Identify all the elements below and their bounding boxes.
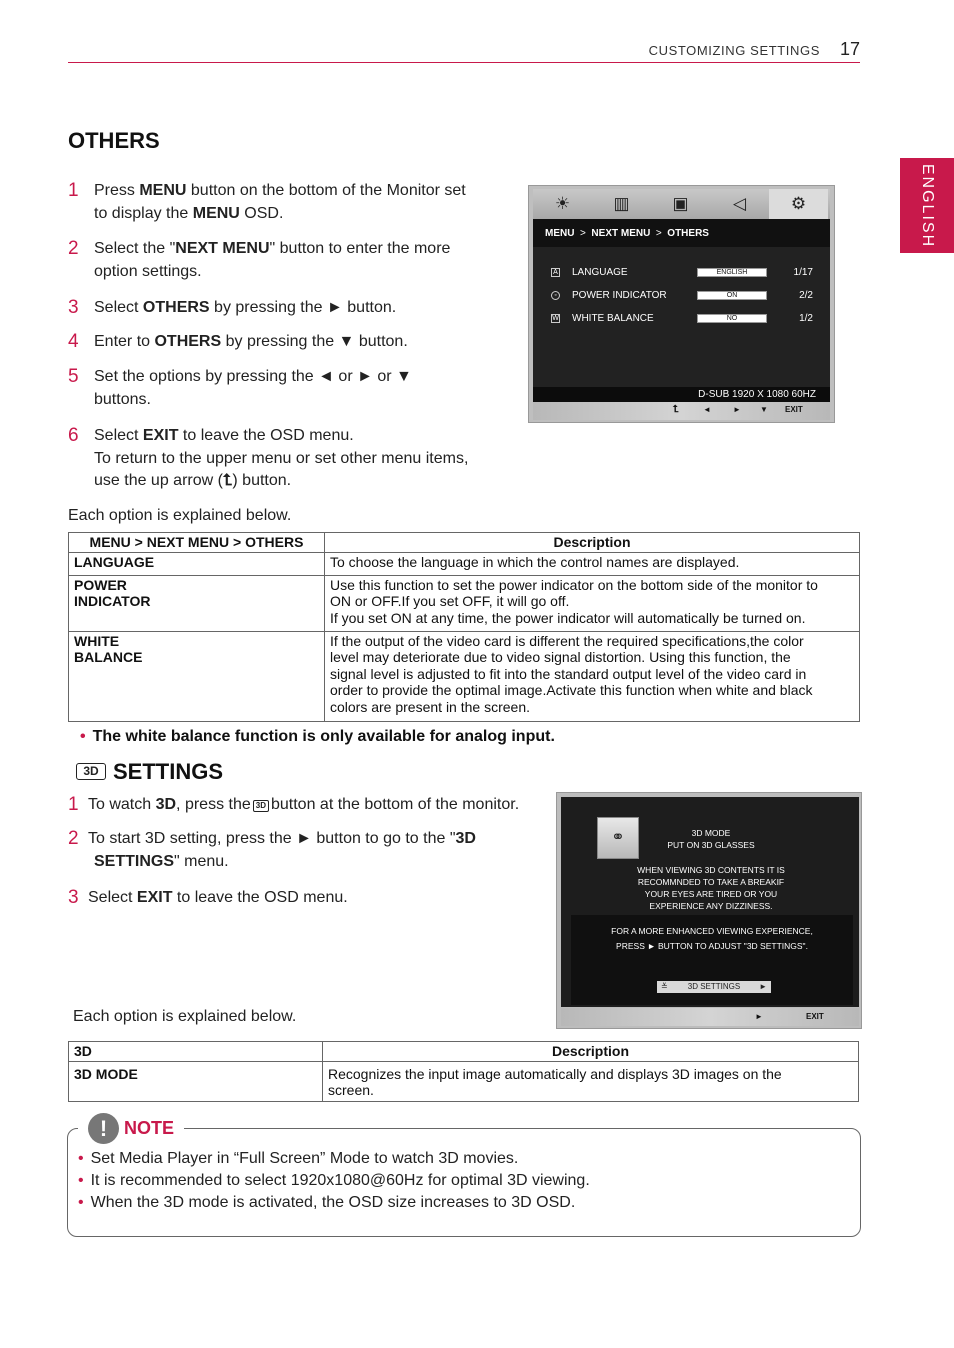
others-step-2: 2 Select the "NEXT MENU" button to enter the more option settings. — [68, 238, 451, 280]
3d-step-1: 1 To watch 3D, press the 3D button at the bottom of the monitor. — [68, 794, 520, 815]
language-icon: A — [551, 268, 560, 277]
table-cell-key: 3D MODE — [69, 1061, 323, 1101]
screen-icon: ▣ — [672, 194, 689, 213]
3d-explained: Each option is explained below. — [73, 1008, 297, 1025]
white-balance-icon: W — [552, 315, 559, 322]
table-cell-key: WHITE BALANCE — [69, 631, 325, 721]
3d-enhanced-box — [571, 915, 853, 1005]
table-cell-desc: Recognizes the input image automatically and displays 3D images on the screen. — [323, 1061, 859, 1101]
3d-icon: 3D — [76, 763, 106, 780]
osd-value-language: ENGLISH — [697, 268, 767, 277]
bullet-icon: • — [78, 1194, 84, 1211]
table-cell-desc: If the output of the video card is different the required specifications,the color level may deteriorate due to video signal distortion. Using this function, the signal level is adjusted to fit into the standard output level of the video card in order to provide the optimal image.Activate this function when white and black colors are present in the screen. — [325, 631, 860, 721]
others-table — [68, 532, 860, 722]
settings-title: SETTINGS — [113, 759, 224, 784]
exclamation-icon: ! — [88, 1113, 119, 1144]
gear-icon: ⚙ — [769, 189, 828, 219]
table-row — [69, 575, 860, 631]
table-header: Description — [325, 533, 860, 553]
table-header: MENU > NEXT MENU > OTHERS — [69, 533, 325, 553]
picture-icon: ▥ — [613, 194, 630, 213]
osd-value-white-balance: NO — [697, 314, 767, 323]
brightness-icon: ☀ — [554, 194, 571, 213]
table-row — [69, 552, 860, 575]
left-arrow-icon: ◄ — [703, 405, 711, 414]
table-cell-key: POWER INDICATOR — [69, 575, 325, 631]
right-arrow-icon: ► — [755, 1012, 763, 1021]
step-number: 3 — [68, 297, 79, 318]
3d-enhanced-text: FOR A MORE ENHANCED VIEWING EXPERIENCE, PRESS ► BUTTON TO ADJUST "3D SETTINGS". — [611, 926, 813, 951]
table-row — [69, 1061, 859, 1101]
power-icon: ◦ — [551, 291, 560, 300]
language-tab — [900, 158, 954, 253]
step-number: 3 — [68, 887, 79, 908]
step-number: 1 — [68, 180, 79, 201]
table-cell-desc: Use this function to set the power indicator on the bottom side of the monitor to ON or OFF.If you set OFF, it will go off. If you set ON at any time, the power indicator will automatically be turned on. — [325, 575, 860, 631]
3d-table — [68, 1041, 859, 1102]
osd-count: 2/2 — [799, 290, 813, 301]
exit-label: EXIT — [806, 1012, 824, 1021]
others-step-6: 6 Select EXIT to leave the OSD menu. To return to the upper menu or set other menu items, use the up arrow (⮤) button. — [68, 425, 469, 489]
others-explained: Each option is explained below. — [68, 507, 292, 524]
table-header-row — [69, 1042, 859, 1062]
osd-value-power: ON — [697, 291, 767, 300]
3d-step-3: 3 Select EXIT to leave the OSD menu. — [68, 887, 348, 908]
up-arrow-icon: ⮤ — [222, 472, 233, 489]
others-step-3: 3 Select OTHERS by pressing the ► button. — [68, 297, 397, 318]
table-header: 3D — [69, 1042, 323, 1062]
step-number: 6 — [68, 425, 79, 446]
3d-glasses-icon: ⚭ — [597, 817, 639, 859]
step-number: 5 — [68, 366, 79, 387]
right-arrow-icon: ► — [759, 982, 767, 991]
note-label: NOTE — [124, 1118, 175, 1138]
down-arrow-icon: ▼ — [760, 405, 768, 414]
note-item: • Set Media Player in “Full Screen” Mode to watch 3D movies. — [78, 1150, 519, 1167]
3d-mode-text: 3D MODE PUT ON 3D GLASSES — [667, 828, 755, 850]
step-number: 1 — [68, 794, 79, 815]
3d-warning-text: WHEN VIEWING 3D CONTENTS IT IS RECOMMNDED TO TAKE A BREAKIF YOUR EYES ARE TIRED OR YOU EXPERIENCE ANY DIZZINESS. — [637, 865, 785, 911]
bullet-icon: • — [80, 728, 86, 745]
white-balance-note: • The white balance function is only available for analog input. — [80, 728, 555, 745]
3d-icon: 3D — [253, 800, 269, 812]
3d-settings-icon: ≚ — [661, 982, 668, 991]
note-item: • It is recommended to select 1920x1080@60Hz for optimal 3D viewing. — [78, 1172, 590, 1189]
osd-screen: MENU > NEXT MENU > OTHERS A LANGUAGE ENGLISH 1/17 ◦ POWER INDICATOR ON 2/2 W WHITE BALANCE NO 1/2 D-SUB 1920 X 1080 60HZ — [533, 219, 830, 402]
table-row — [69, 631, 860, 721]
language-tab-label: ENGLISH — [919, 163, 936, 248]
step-number: 2 — [68, 828, 79, 849]
exit-label: EXIT — [785, 405, 803, 414]
table-cell-key: LANGUAGE — [69, 552, 325, 575]
up-arrow-icon: ⮤ — [673, 404, 679, 415]
step-number: 4 — [68, 331, 79, 352]
osd-count: 1/2 — [799, 313, 813, 324]
osd-count: 1/17 — [793, 267, 813, 278]
speaker-icon: ◁ — [732, 194, 747, 213]
others-step-4: 4 Enter to OTHERS by pressing the ▼ button. — [68, 331, 408, 352]
osd-breadcrumb: MENU > NEXT MENU > OTHERS — [533, 219, 830, 247]
osd-icon-bar — [533, 189, 830, 219]
others-step-5: 5 Set the options by pressing the ◄ or ► or ▼ buttons. — [68, 366, 412, 408]
others-osd-screenshot — [528, 185, 835, 423]
note-item: • When the 3D mode is activated, the OSD size increases to 3D OSD. — [78, 1194, 576, 1211]
table-cell-desc: To choose the language in which the control names are displayed. — [325, 552, 860, 575]
page-number: 17 — [839, 39, 860, 59]
osd-resolution: D-SUB 1920 X 1080 60HZ — [533, 387, 830, 402]
bullet-icon: • — [78, 1150, 84, 1167]
right-arrow-icon: ► — [733, 405, 741, 414]
bullet-icon: • — [78, 1172, 84, 1189]
table-header: Description — [323, 1042, 859, 1062]
3d-step-2: 2 To start 3D setting, press the ► button to go to the "3D SETTINGS" menu. — [68, 828, 476, 870]
osd-button-bar — [561, 1008, 859, 1026]
step-number: 2 — [68, 238, 79, 259]
section-title: CUSTOMIZING SETTINGS — [648, 43, 820, 58]
3d-osd-screenshot — [556, 792, 862, 1029]
osd-button-bar — [533, 402, 830, 420]
osd-screen — [561, 797, 859, 1007]
others-title: OTHERS — [68, 128, 160, 153]
3d-settings-button: ≚ 3D SETTINGS ► — [657, 981, 771, 993]
others-step-1: 1 Press MENU button on the bottom of the Monitor set to display the MENU OSD. — [68, 180, 466, 222]
table-header-row — [69, 533, 860, 553]
page-header — [68, 38, 860, 63]
